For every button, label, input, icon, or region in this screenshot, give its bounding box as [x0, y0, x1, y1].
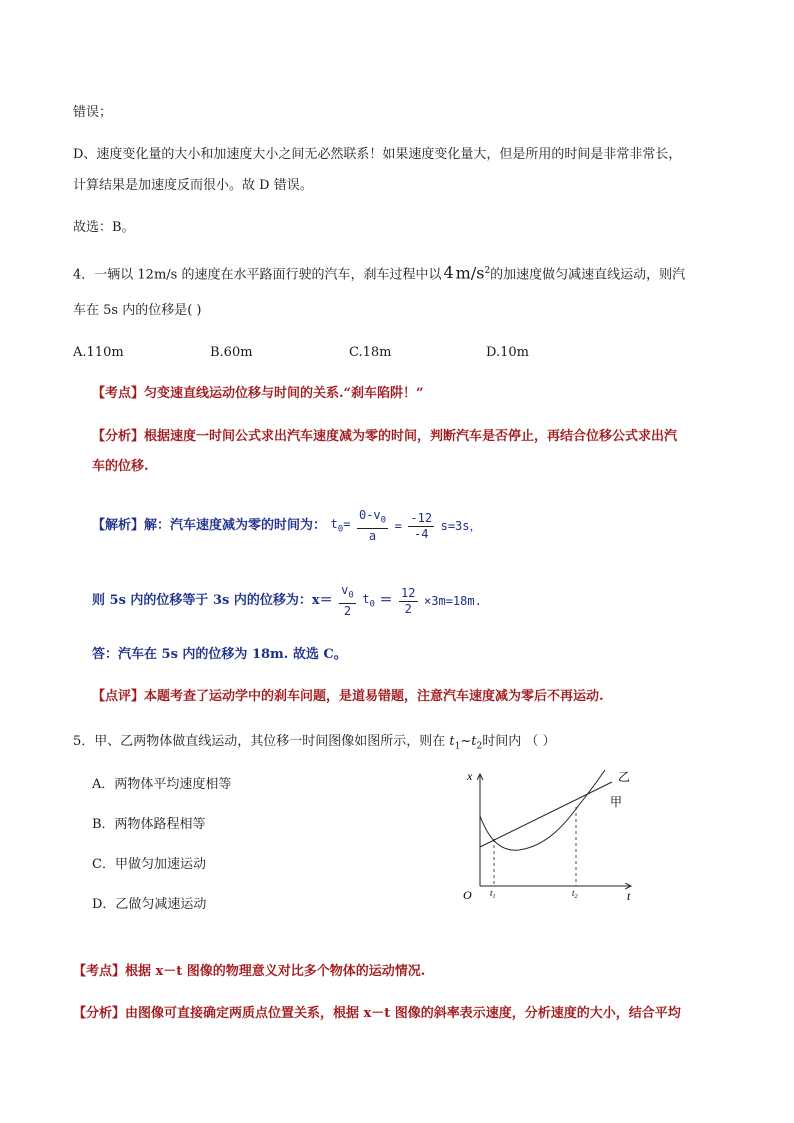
prev-error-text: 错误；	[73, 105, 113, 120]
q4-eq1: =	[343, 516, 351, 531]
q4-stem-part-a: 4．一辆以 12m/s 的速度在水平路面行驶的汽车，刹车过程中以	[73, 267, 442, 283]
t2-label	[572, 888, 578, 900]
q4-eq2: =	[394, 519, 402, 534]
q4-frac1-den: a	[368, 529, 377, 544]
q5-choice-c: C．甲做匀加速运动	[92, 857, 206, 872]
t2-label-sub: 2	[574, 894, 578, 900]
q4-disp-frac-2	[399, 586, 417, 617]
q4-stem-line1	[73, 262, 685, 284]
q5-t2: t	[471, 734, 477, 749]
t1-label	[490, 888, 496, 900]
q4-frac-2	[408, 511, 434, 542]
q5-t2-sub: 2	[476, 741, 483, 752]
q4-t0: t	[330, 516, 338, 531]
q4-option-d: D.10m	[486, 345, 529, 360]
y-axis-label: x	[467, 769, 473, 783]
q4-jiexi-tail: s=3s，	[440, 519, 482, 534]
q4-disp-label: 则 5s 内的位移等于 3s 内的位移为：x＝	[92, 593, 333, 609]
q4-frac1-num-sub: 0	[380, 515, 387, 526]
jia-label: 甲	[610, 795, 623, 809]
q4-option-b: B.60m	[210, 345, 253, 360]
q4-jiexi-label: 【解析】解：汽车速度减为零的时间为：	[92, 518, 327, 534]
q4-disp-eq: ＝	[379, 593, 393, 609]
q4-disp-tail: ×3m=18m.	[424, 594, 482, 609]
yi-label: 乙	[618, 770, 631, 784]
q4-option-c: C.18m	[349, 345, 392, 360]
q4-disp-t0-sub: 0	[369, 598, 375, 609]
q4-kaodian: 【考点】匀变速直线运动位移与时间的关系.“刹车陷阱！”	[92, 386, 424, 401]
q5-fenxi: 【分析】由图像可直接确定两质点位置关系，根据 x－t 图像的斜率表示速度，分析速度的大小，结合平均	[73, 1006, 681, 1021]
q5-stem-part-b: 时间内 （ ）	[482, 734, 556, 749]
prev-answer: 故选：B。	[73, 220, 135, 235]
line-jia	[480, 782, 612, 847]
q4-option-a: A.110m	[73, 345, 124, 360]
q4-displacement-line	[92, 583, 482, 619]
q4-disp-frac1-num-sub: 0	[348, 590, 354, 601]
q4-fenxi-line2: 车的位移.	[92, 459, 149, 474]
q4-fenxi-line1: 【分析】根据速度一时间公式求出汽车速度减为零的时间，判断汽车是否停止，再结合位移公式求出汽	[92, 429, 678, 444]
option-d-explanation-line2: 计算结果是加速度反而很小。故 D 错误。	[73, 178, 313, 193]
origin-label: O	[463, 888, 472, 902]
t1-label-sub: 1	[492, 894, 496, 900]
q4-accel-value: 4	[443, 263, 454, 283]
q5-choice-b: B．两物体路程相等	[92, 817, 206, 832]
q5-stem-part-a: 5．甲、乙两物体做直线运动，其位移一时间图像如图所示，则在	[73, 734, 450, 749]
q4-frac2-den: -4	[413, 526, 429, 541]
t2-label-main: t	[572, 888, 575, 898]
q5-choice-a: A．两物体平均速度相等	[92, 777, 232, 792]
t1-label-main: t	[490, 888, 493, 898]
q5-t1: t	[449, 734, 455, 749]
q4-disp-t0: t	[362, 591, 370, 606]
q4-disp-frac1-den: 2	[343, 604, 352, 619]
q4-disp-frac2-num: 12	[401, 585, 416, 600]
q4-frac1-num: 0-v	[358, 508, 381, 522]
q4-stem-line2: 车在 5s 内的位移是( )	[73, 303, 202, 318]
q5-tilde: ~	[460, 734, 472, 749]
q5-stem	[73, 733, 556, 756]
q5-t1-sub: 1	[454, 741, 461, 752]
q5-kaodian: 【考点】根据 x－t 图像的物理意义对比多个物体的运动情况.	[73, 964, 426, 979]
x-axis-label: t	[627, 889, 631, 903]
option-d-explanation-line1: D、速度变化量的大小和加速度大小之间无必然联系！如果速度变化量大，但是所用的时间是非常非常长，	[73, 147, 682, 162]
q4-accel-unit: m/s	[455, 263, 485, 283]
q5-choice-d: D．乙做匀减速运动	[92, 897, 207, 912]
q4-frac2-num: -12	[410, 510, 433, 525]
q4-stem-part-b: 的加速度做匀减速直线运动，则汽	[490, 267, 686, 283]
q4-disp-frac2-den: 2	[404, 601, 412, 616]
xt-graph	[455, 760, 655, 910]
q4-accel-unit-sup: 2	[484, 266, 491, 276]
q4-dianping: 【点评】本题考查了运动学中的刹车问题，是道易错题，注意汽车速度减为零后不再运动.	[92, 689, 604, 704]
q4-answer: 答：汽车在 5s 内的位移为 18m. 故选 C。	[92, 647, 347, 662]
q4-disp-frac1-num: v	[341, 583, 349, 597]
q4-jiexi-line	[92, 508, 482, 544]
q4-t0-sub: 0	[337, 523, 344, 534]
q4-frac-1	[357, 508, 388, 544]
q4-disp-frac-1	[339, 583, 356, 619]
